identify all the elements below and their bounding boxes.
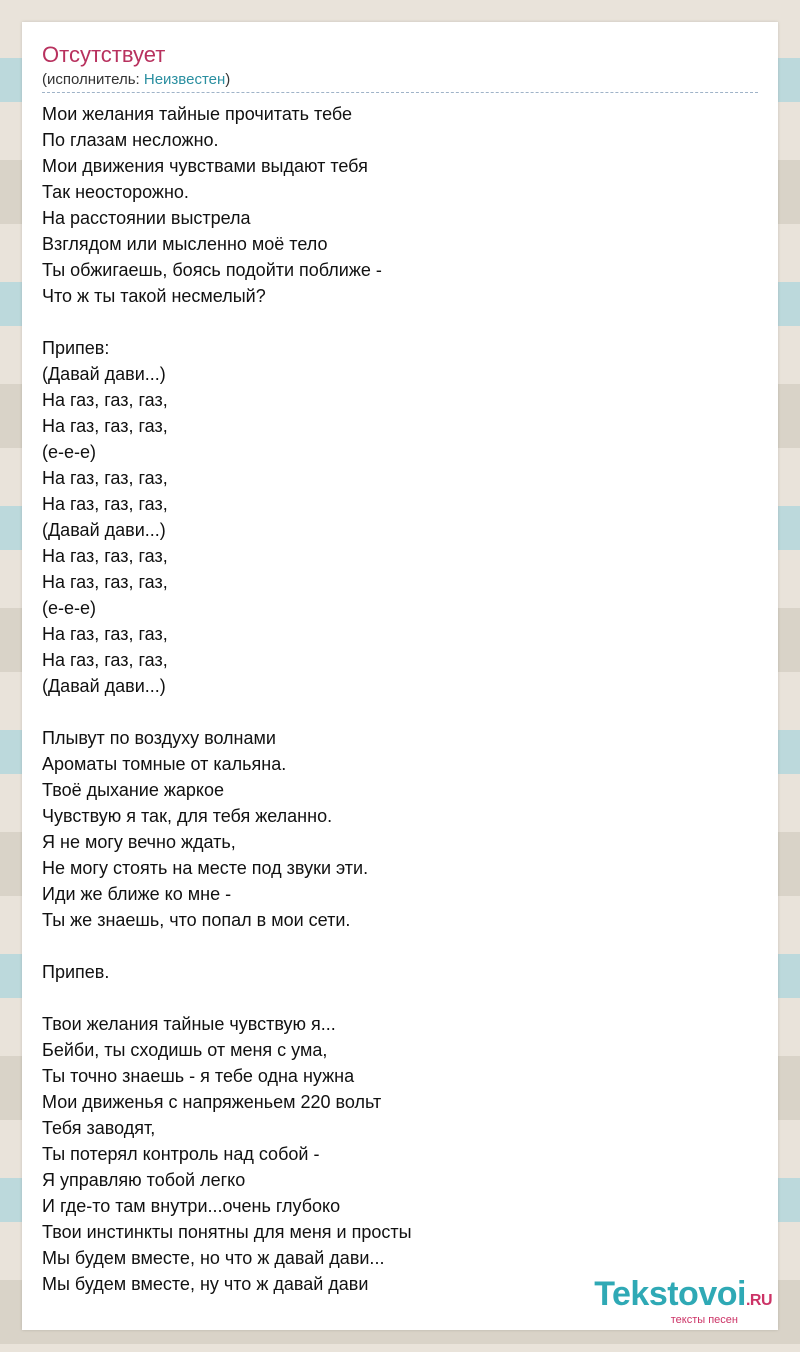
lyrics-line: Мы будем вместе, ну что ж давай дави <box>42 1274 369 1294</box>
lyrics-line: На газ, газ, газ, <box>42 494 168 514</box>
lyrics-line: По глазам несложно. <box>42 130 219 150</box>
site-logo[interactable] <box>594 1277 772 1326</box>
lyrics-blank-line <box>42 933 758 959</box>
lyrics-line: Припев: <box>42 338 110 358</box>
lyrics-card <box>22 22 778 1330</box>
lyrics-line: Чувствую я так, для тебя желанно. <box>42 806 333 826</box>
lyrics-line: Мои движения чувствами выдают тебя <box>42 156 368 176</box>
lyrics-line: Мои желания тайные прочитать тебе <box>42 104 353 124</box>
lyrics-line: Взглядом или мысленно моё тело <box>42 234 328 254</box>
lyrics-line: Ароматы томные от кальяна. <box>42 754 287 774</box>
lyrics-blank-line <box>42 309 758 335</box>
lyrics-line: На газ, газ, газ, <box>42 650 168 670</box>
lyrics-line: Мы будем вместе, но что ж давай дави... <box>42 1248 385 1268</box>
artist-suffix: ) <box>225 71 231 88</box>
logo-name: Tekstovoi <box>594 1275 746 1313</box>
lyrics-text <box>42 101 758 1297</box>
artist-prefix: (исполнитель: <box>42 71 144 88</box>
lyrics-line: Я управляю тобой легко <box>42 1170 246 1190</box>
lyrics-line: На газ, газ, газ, <box>42 572 168 592</box>
lyrics-line: Тебя заводят, <box>42 1118 156 1138</box>
lyrics-line: Не могу стоять на месте под звуки эти. <box>42 858 369 878</box>
lyrics-blank-line <box>42 985 758 1011</box>
lyrics-line: (е-е-е) <box>42 598 97 618</box>
logo-tld: .RU <box>745 1292 772 1309</box>
lyrics-line: Что ж ты такой несмелый? <box>42 286 266 306</box>
lyrics-line: На газ, газ, газ, <box>42 624 168 644</box>
logo-tagline: тексты песен <box>670 1314 738 1326</box>
lyrics-line: На газ, газ, газ, <box>42 390 168 410</box>
lyrics-line: На газ, газ, газ, <box>42 546 168 566</box>
lyrics-line: (Давай дави...) <box>42 676 166 696</box>
lyrics-line: Ты точно знаешь - я тебе одна нужна <box>42 1066 355 1086</box>
lyrics-line: Ты потерял контроль над собой - <box>42 1144 320 1164</box>
lyrics-line: Бейби, ты сходишь от меня с ума, <box>42 1040 328 1060</box>
lyrics-line: Припев. <box>42 962 110 982</box>
lyrics-line: Иди же ближе ко мне - <box>42 884 232 904</box>
lyrics-line: Так неосторожно. <box>42 182 189 202</box>
lyrics-line: Ты же знаешь, что попал в мои сети. <box>42 910 351 930</box>
lyrics-line: Мои движенья с напряженьем 220 вольт <box>42 1092 382 1112</box>
lyrics-line: Ты обжигаешь, боясь подойти поближе - <box>42 260 382 280</box>
lyrics-line: (Давай дави...) <box>42 520 166 540</box>
artist-line <box>42 70 758 93</box>
lyrics-line: Твоё дыхание жаркое <box>42 780 225 800</box>
lyrics-line: Плывут по воздуху волнами <box>42 728 276 748</box>
lyrics-line: На расстоянии выстрела <box>42 208 251 228</box>
song-title: Отсутствует <box>42 42 166 67</box>
lyrics-line: Твои инстинкты понятны для меня и просты <box>42 1222 412 1242</box>
lyrics-line: На газ, газ, газ, <box>42 468 168 488</box>
lyrics-line: (Давай дави...) <box>42 364 166 384</box>
artist-link[interactable]: Неизвестен <box>143 71 226 88</box>
lyrics-line: На газ, газ, газ, <box>42 416 168 436</box>
lyrics-blank-line <box>42 699 758 725</box>
lyrics-line: Я не могу вечно ждать, <box>42 832 236 852</box>
lyrics-line: И где-то там внутри...очень глубоко <box>42 1196 341 1216</box>
lyrics-line: Твои желания тайные чувствую я... <box>42 1014 336 1034</box>
lyrics-line: (е-е-е) <box>42 442 97 462</box>
